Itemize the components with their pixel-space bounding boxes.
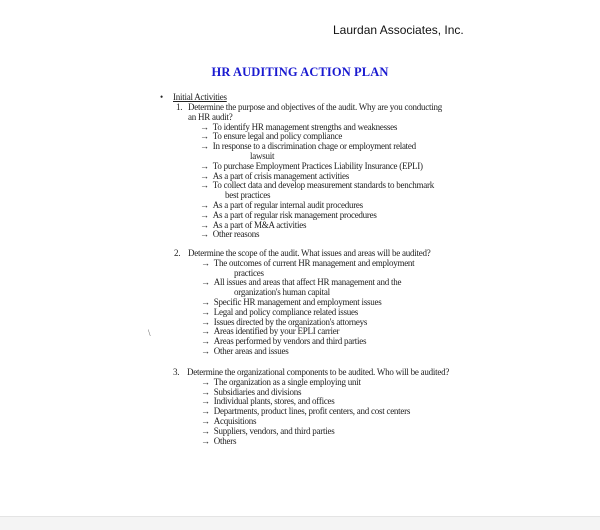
- sub-item: [201, 396, 335, 406]
- sub-item-text: As a part of regular internal audit procedures: [212, 200, 363, 210]
- sub-item-text: Other reasons: [212, 229, 260, 240]
- sub-item: [200, 161, 423, 171]
- arrow-right-icon: →: [201, 435, 210, 446]
- sub-item-text: Areas identified by your EPLI carrier: [213, 326, 340, 337]
- sub-item: [201, 336, 366, 346]
- sub-item: [201, 377, 361, 387]
- sub-item-text: The organization as a single employing unit: [213, 376, 361, 387]
- arrow-right-icon: →: [200, 121, 209, 132]
- sub-item-text: Specific HR management and employment issues: [213, 297, 382, 307]
- sub-item: [200, 229, 259, 239]
- arrow-right-icon: →: [201, 306, 210, 317]
- arrow-right-icon: →: [201, 396, 210, 407]
- arrow-right-icon: →: [201, 326, 210, 337]
- sub-item-text: To identify HR management strengths and weaknesses: [212, 121, 398, 132]
- bullet-icon: •: [160, 92, 163, 102]
- sub-item: [201, 346, 288, 356]
- sub-item: [201, 406, 410, 416]
- sub-item-text: Issues directed by the organization's attorneys: [213, 316, 368, 327]
- arrow-right-icon: →: [201, 376, 210, 387]
- sub-item-text: Legal and policy compliance related issues: [213, 306, 358, 317]
- sub-item: [201, 387, 301, 397]
- sub-item: [200, 122, 397, 132]
- arrow-right-icon: →: [200, 131, 209, 142]
- sub-item: [200, 210, 377, 220]
- item-number: 3.: [173, 367, 180, 377]
- sub-item-text: Other areas and issues: [213, 346, 289, 356]
- item-number: 1.: [176, 102, 183, 112]
- sub-item: [201, 277, 401, 287]
- sub-item-continuation: best practices: [225, 190, 271, 201]
- arrow-right-icon: →: [200, 219, 209, 230]
- arrow-right-icon: →: [200, 180, 209, 191]
- arrow-right-icon: →: [201, 316, 210, 327]
- sub-item: [201, 307, 358, 317]
- sub-item-text: Areas performed by vendors and third parties: [213, 336, 367, 347]
- sub-item-text: Acquisitions: [213, 416, 257, 426]
- arrow-right-icon: →: [201, 277, 210, 288]
- sub-item: [200, 171, 349, 181]
- section-heading: Initial Activities: [173, 92, 227, 102]
- sub-item-text: As a part of crisis management activities: [212, 170, 349, 181]
- sub-item: [200, 200, 363, 210]
- sub-item: [200, 131, 342, 141]
- arrow-right-icon: →: [200, 229, 209, 240]
- sub-item: [201, 416, 256, 426]
- sub-item: [201, 297, 381, 307]
- sub-item-text: To collect data and develop measurement standards to benchmark: [212, 180, 435, 191]
- arrow-right-icon: →: [201, 425, 210, 436]
- arrow-right-icon: →: [201, 297, 210, 307]
- arrow-right-icon: →: [201, 257, 210, 268]
- sub-item-text: To purchase Employment Practices Liability Insurance (EPLI): [212, 160, 423, 171]
- sub-item-continuation: lawsuit: [250, 151, 275, 161]
- arrow-right-icon: →: [200, 209, 209, 220]
- sub-item: [200, 220, 306, 230]
- arrow-right-icon: →: [200, 170, 209, 181]
- sub-item-text: As a part of M&A activities: [212, 219, 307, 230]
- sub-item-text: Suppliers, vendors, and third parties: [213, 425, 335, 436]
- sub-item-text: Individual plants, stores, and offices: [213, 396, 335, 407]
- sub-item-continuation: practices: [234, 267, 264, 278]
- sub-item: [201, 426, 334, 436]
- item-text: an HR audit?: [188, 111, 233, 122]
- sub-item-text: Departments, product lines, profit centers, and cost centers: [213, 406, 411, 417]
- page-margin: [0, 517, 600, 530]
- sub-item-text: In response to a discrimination chage or employment related: [212, 141, 416, 152]
- sub-item-text: To ensure legal and policy compliance: [212, 131, 343, 142]
- arrow-right-icon: →: [201, 386, 210, 397]
- sub-item: [200, 141, 416, 151]
- arrow-right-icon: →: [200, 141, 209, 152]
- sub-item: [201, 436, 236, 446]
- arrow-right-icon: →: [200, 160, 209, 171]
- sub-item-text: As a part of regular risk management procedures: [212, 209, 377, 220]
- arrow-right-icon: →: [201, 336, 210, 347]
- sub-item: [201, 326, 339, 336]
- stray-backslash: \: [148, 328, 151, 338]
- document-title: HR AUDITING ACTION PLAN: [211, 65, 389, 79]
- sub-item-text: Others: [213, 435, 237, 446]
- item-text: Determine the purpose and objectives of the audit. Why are you conducting: [188, 102, 442, 112]
- arrow-right-icon: →: [201, 416, 210, 426]
- item-text: Determine the organizational components to be audited. Who will be audited?: [187, 367, 450, 377]
- sub-item: [201, 317, 367, 327]
- sub-item: [200, 180, 434, 190]
- sub-item-text: All issues and areas that affect HR management and the: [213, 277, 402, 288]
- sub-item-text: Subsidiaries and divisions: [213, 386, 302, 397]
- arrow-right-icon: →: [201, 346, 210, 356]
- company-name: Laurdan Associates, Inc.: [333, 23, 464, 37]
- sub-item: [201, 258, 414, 268]
- sub-item-continuation: organization's human capital: [234, 287, 330, 298]
- item-text: Determine the scope of the audit. What issues and areas will be audited?: [188, 248, 431, 258]
- item-number: 2.: [174, 248, 181, 258]
- arrow-right-icon: →: [201, 406, 210, 417]
- arrow-right-icon: →: [200, 200, 209, 210]
- sub-item-text: The outcomes of current HR management and employment: [213, 257, 415, 268]
